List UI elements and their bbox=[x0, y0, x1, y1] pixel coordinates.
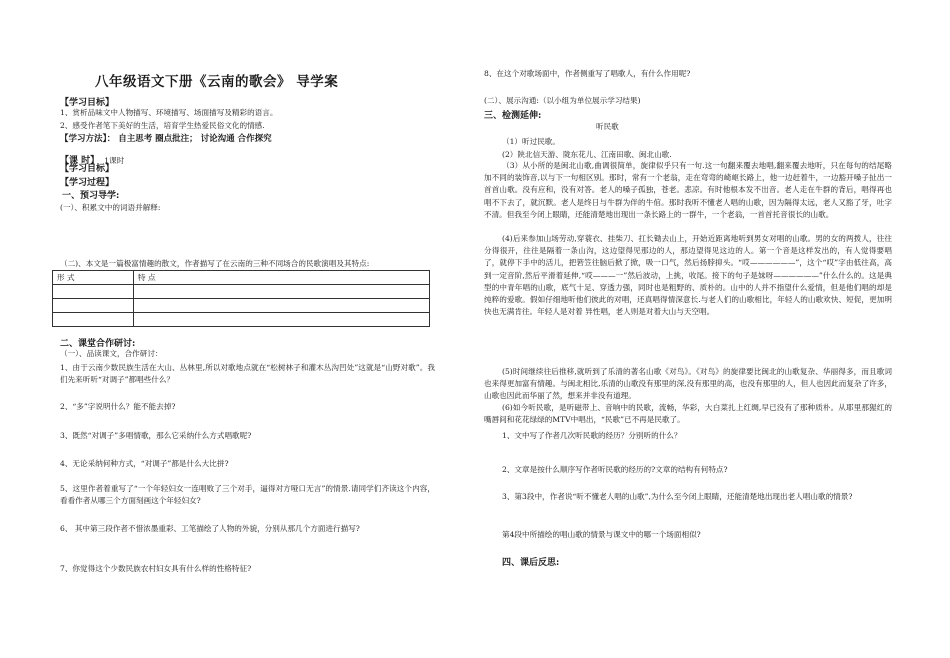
form-feature-table bbox=[52, 270, 430, 327]
table-cell[interactable] bbox=[134, 299, 430, 313]
goal-header: 【学习目标】 bbox=[60, 98, 115, 108]
goal-item-2: 2、感受作者笔下美好的生活，培育学生热爱民俗文化的情感. bbox=[60, 121, 265, 130]
period-value: 1课时 bbox=[104, 156, 125, 165]
reflect-header: 四、课后反思: bbox=[502, 558, 560, 568]
period-label: 【课 时】 bbox=[60, 156, 100, 166]
table-cell[interactable] bbox=[134, 313, 430, 327]
right-question-3: 3、第3段中，作者说“听不懂老人唱的山歌”,为什么至今闭上眼睛，还能清楚地出现出老人唱山歌的情景? bbox=[502, 492, 853, 501]
question-1: 1、由于云南少数民族生活在大山、丛林里,所以对歌地点就在“松树林子和灌木丛沟凹处”这就是“山野对歌”。我们先来听听“对调子”都唱些什么？ bbox=[60, 363, 435, 385]
question-5: 5、这里作者着重写了“一个年轻妇女一连唱败了三个对手，逼得对方哑口无言”的情景.请同学们齐读这个内容，看看作者从哪三个方面刻画这个年轻妇女? bbox=[60, 484, 435, 506]
table-row bbox=[53, 299, 430, 313]
poem-title: 听民歌 bbox=[596, 122, 619, 131]
method-line bbox=[60, 134, 272, 144]
preview-item-2: （二)、本文是一篇极富情趣的散文，作者描写了在云南的三种不同场合的民歌演唱及其特点: bbox=[60, 259, 370, 268]
process-header: 【学习过程】 bbox=[60, 178, 115, 188]
question-7: 7、你觉得这个少数民族农村妇女具有什么样的性格特征? bbox=[60, 564, 252, 573]
method-text: 【学习方法】： 自主思考 圈点批注； 讨论沟通 合作探究 bbox=[60, 134, 272, 144]
passage-para-4: (4)后来参加山场劳动,穿蓑衣、挂柴刀、扛长锄去山上，开始近距离地听到男女对唱的山歌。男的女的两拨人，往往分得很开，往往是隔着一条山沟，这边望得见那边的人，那边望得见这边的人。第一个音是这样发出的，有人觉得要唱了，就停下手中的活儿，把箬笠往脑后掀了掀，吸一口气，然后扬脖抑头。“哎——————”，这个“哎”字由低往高，高到一定音阶,然后平滑着延伸,“哎———一”然后波动，上挑，收尾。接下的句子是妹呀——————”什么什么的。这是典型的中青年唱的山歌，底气十足、穿透力强，同时也是粗野的、质朴的。山中的人并不指望什么爱情，但是他们唱的却是纯粹的爱歌。假如仔细地听他们彼此的对唱，还真唱得情深意长.与老人们的山歌相比，年轻人的山歌欢快、短促，更加明快也无满肯往。年轻人是对着 异性唱，老人则是对着大山与天空唱。 bbox=[484, 234, 892, 317]
question-8: 8、在这个对歌场面中，作者侧重写了唱歌人，有什么作用呢? bbox=[484, 69, 691, 78]
coop-header: 二、课堂合作研讨: bbox=[60, 339, 136, 349]
passage-para-6: (6)如今听民歌，是听磁带上、音响中的民歌，流畅，华彩，大白菜扎上红绸,早已没有了那种质朴。从耶里那猩红的嘴唇间和花花绿绿的MTV中唱出，“民歌”已不再是民歌了。 bbox=[484, 403, 892, 425]
show-exchange: (二）、展示沟通:（以小组为单位展示学习结果) bbox=[484, 96, 641, 105]
passage-para-2: (2）陕北信天游、陇东花儿、江南田歌、闽北山歌. bbox=[502, 150, 672, 159]
table-cell[interactable] bbox=[53, 299, 134, 313]
goal-header-2: 【学习目标】 bbox=[60, 164, 115, 174]
right-question-4: 第4段中所描绘的唱山歌的情景与课文中的哪一个场面相似? bbox=[502, 530, 701, 539]
goal-item-1: 1、赏析品味文中人物描写、环境描写、场面描写及精彩的语言。 bbox=[60, 108, 278, 117]
right-question-2: 2、文章是按什么顺序写作者听民歌的经历的?文章的结构有何特点? bbox=[502, 465, 728, 474]
passage-para-1: （1）听过民歌。 bbox=[502, 137, 560, 146]
check-header: 三、检测延伸: bbox=[484, 111, 542, 121]
preview-item-1: (一）、积累文中的词语并解释: bbox=[60, 203, 161, 212]
table-cell[interactable] bbox=[134, 285, 430, 299]
question-2: 2、“多”字说明什么？能不能去掉? bbox=[60, 402, 176, 411]
question-4: 4、无论采纳何种方式，“对调子”都是什么大比拼? bbox=[60, 459, 229, 468]
right-question-1: 1、文中写了作者几次听民歌的经历？分别听的什么？ bbox=[502, 431, 682, 440]
table-row bbox=[53, 285, 430, 299]
table-cell[interactable] bbox=[53, 285, 134, 299]
question-3: 3、既然“对调子”多唱情歌，那么它采纳什么方式唱歌呢? bbox=[60, 431, 252, 440]
passage-para-3: （3）从小所的是闽北山歌,曲调很简单，旋律似乎只有一句.这一句翻来覆去地唱,翻来覆去地听，只在每句的结尾略加不同的装饰音,以与下一句相区别。那时，常有一个老翁，走在弯弯的崎岖长路上，他一边赶着牛，一边豁开嗓子扯出一首首山歌。没有应和，没有对答。老人的嗓子孤独，苍老。悲凉。有时他根本发不出音。老人走在牛群的背后，唱得再也唱不下去了，就沉默。老人是终日与牛群为伴的牛倌。那时我听不懂老人唱的山歌，因为隔得太远，老人又豁了牙，吐字不清。但我至今闭上眼睛，还能清楚地出现出一条长路上的一群牛，一个老翁，一首首托音很长的山歌。 bbox=[484, 161, 892, 219]
table-header-form: 形 式 bbox=[53, 271, 134, 285]
table-header-feature: 特 点 bbox=[134, 271, 430, 285]
preview-header: 一、预习导学: bbox=[62, 191, 120, 201]
passage-para-5: (5)时间继续往后推移,就听到了乐清的著名山歌《对鸟》。《对鸟》的旋律要比闽北的山歌复杂、华丽得多，而且歌词也来得更加富有情趣。与闽北相比,乐清的山歌没有那里的深,没有那里的高，也没有那里的人，但人也因此而复杂了许多，山歌也因此而华丽了然，想来并非没有道理。 bbox=[484, 367, 892, 401]
question-6: 6、 其中第三段作者不惜浓墨重彩、工笔描绘了人物的外貌，分别从那几个方面进行描写? bbox=[60, 524, 360, 533]
table-row bbox=[53, 313, 430, 327]
table-cell[interactable] bbox=[53, 313, 134, 327]
coop-subheader: （一）、品读课文，合作研讨： bbox=[60, 349, 163, 358]
table-header-row bbox=[53, 271, 430, 285]
page-title: 八年级语文下册《云南的歌会》 导学案 bbox=[95, 74, 339, 90]
